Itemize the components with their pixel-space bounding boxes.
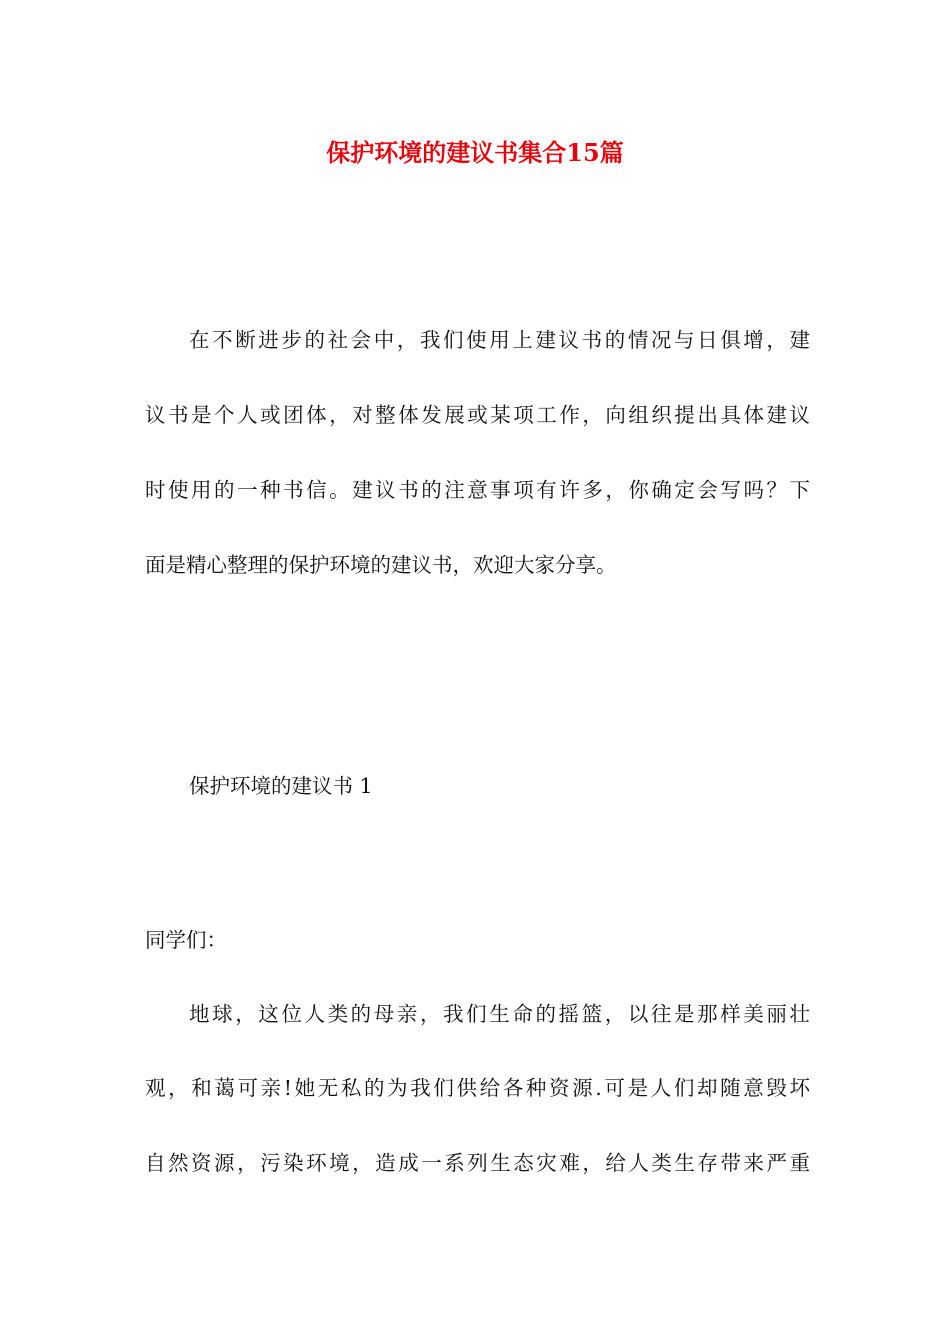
- document-title: 保护环境的建议书集合15篇: [326, 138, 624, 167]
- body-line-2: 观，和蔼可亲!她无私的为我们供给各种资源.可是人们却随意毁坏: [145, 1076, 810, 1100]
- intro-line-2: 议书是个人或团体，对整体发展或某项工作，向组织提出具体建议: [145, 403, 810, 427]
- body-line-3: 自然资源，污染环境，造成一系列生态灾难，给人类生存带来严重: [145, 1151, 810, 1175]
- section-heading: 保护环境的建议书 1: [189, 774, 373, 798]
- intro-line-1: 在不断进步的社会中，我们使用上建议书的情况与日俱增，建: [189, 328, 810, 352]
- intro-line-3: 时使用的一种书信。建议书的注意事项有许多，你确定会写吗？下: [145, 478, 810, 502]
- body-line-1: 地球，这位人类的母亲，我们生命的摇篮，以往是那样美丽壮: [189, 1002, 810, 1026]
- intro-line-4: 面是精心整理的保护环境的建议书，欢迎大家分享。: [145, 553, 617, 577]
- salutation: 同学们：: [145, 928, 227, 952]
